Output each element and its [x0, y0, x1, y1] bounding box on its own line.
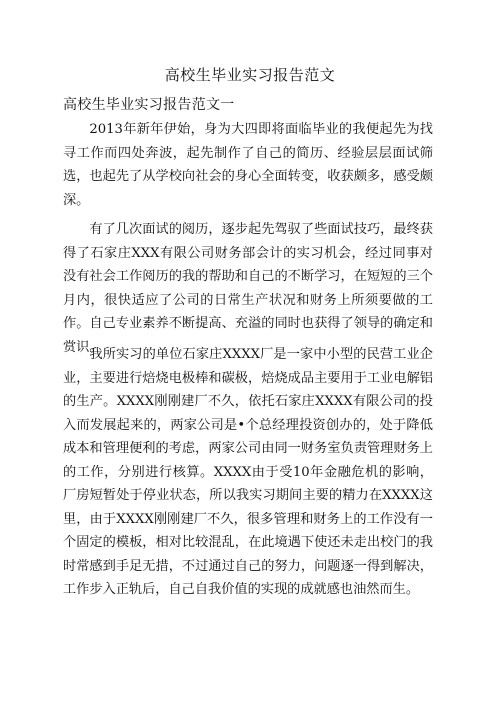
body-paragraph-2: 有了几次面试的阅历，逐步起先驾驭了些面试技巧，最终获得了石家庄XXX有限公司财务部会计的实习机会，经过同事对没有社会工作阅历的我的帮助和自己的不断学习，在短短的三个月内，很快适应了公司的日常生产状况和财务上所须要做的工作。自己专业素养不断提高、充溢的同时也获得了领导的确定和赏识。 [63, 222, 433, 355]
document-subtitle: 高校生毕业实习报告范文一 [63, 97, 235, 113]
body-paragraph-1: 2013年新年伊始，身为大四即将面临毕业的我便起先为找寻工作而四处奔波，起先制作了自己的简历、经验层层面试筛选，也起先了从学校向社会的身心全面转变，收获颇多，感受颇深。 [63, 122, 433, 208]
body-paragraph-3: 我所实习的单位石家庄XXXX厂是一家中小型的民营工业企业，主要进行焙烧电极棒和碳极，焙烧成品主要用于工业电解铝的生产。XXXX刚刚建厂不久，依托石家庄XXXX有限公司的投入而发展起来的，两家公司是•个总经理投资创办的，处于降低成本和管理便利的考虑，两家公司由同一财务室负责管理财务上的工作，分别进行核算。XXXX由于受10年金融危机的影响，厂房短暂处于停业状态，所以我实习期间主要的精力在XXXX这里，由于XXXX刚刚建厂不久，很多管理和财务上的工作没有一个固定的模板，相对比较混乱，在此境遇下使还未走出校门的我时常感到手足无措，不过通过自己的努力，问题逐一得到解决，工作步入正轨后，自己自我价值的实现的成就感也油然而生。 [63, 347, 433, 597]
document-title: 高校生毕业实习报告范文 [164, 66, 336, 84]
